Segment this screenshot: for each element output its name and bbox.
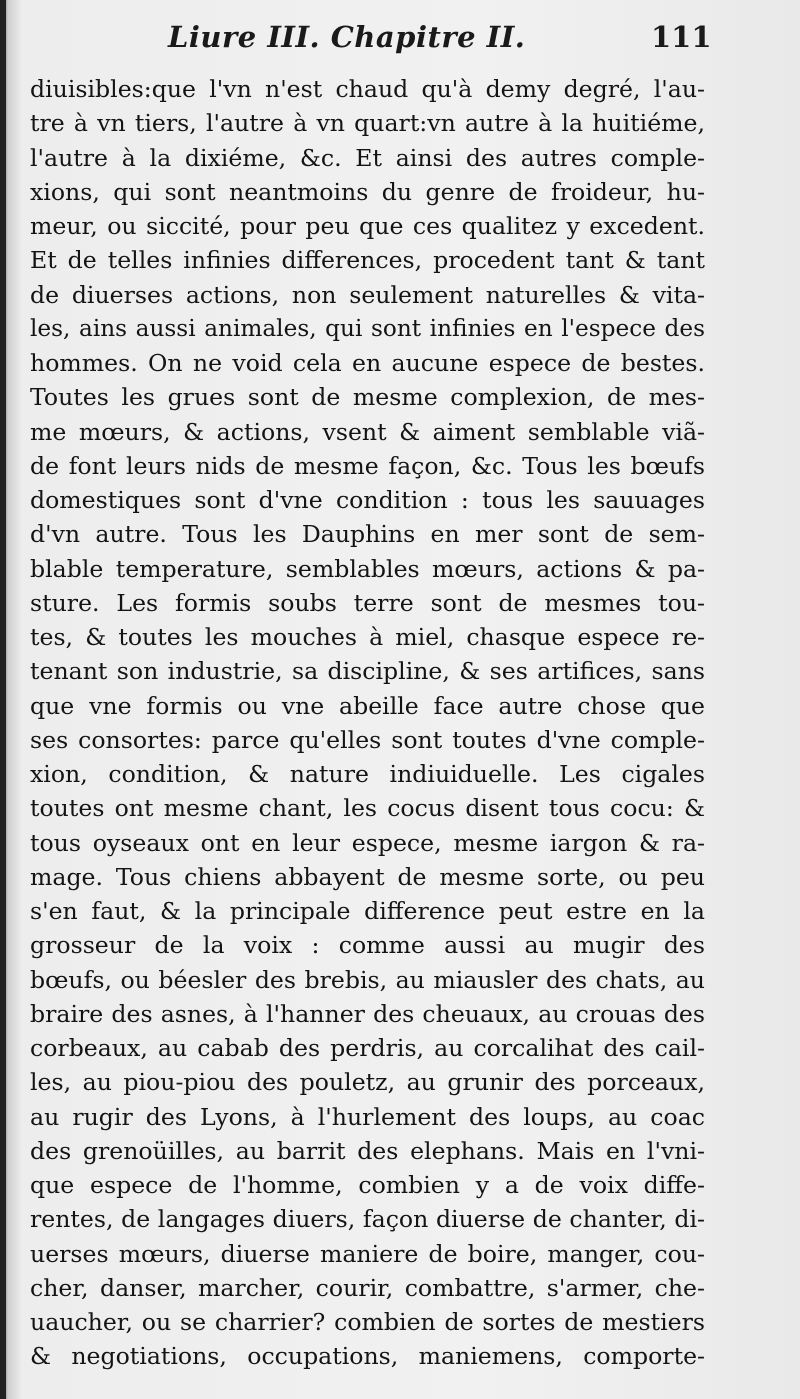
text-line: diuisibles:que l'vn n'est chaud qu'à demy degré, l'au- — [30, 75, 705, 103]
text-line: que espece de l'homme, combien y a de voix diffe- — [30, 1171, 705, 1199]
text-line: que vne formis ou vne abeille face autre chose que — [30, 691, 705, 720]
text-line: ses consortes: parce qu'elles sont toutes d'vne comple- — [30, 725, 705, 754]
text-line: me mœurs, & actions, vsent & aiment semblable viã- — [30, 417, 705, 446]
text-line: Et de telles infinies differences, procedent tant & tant — [30, 246, 705, 275]
text-line: xion, condition, & nature indiuiduelle. Les cigales — [30, 760, 705, 788]
running-head-title: Liure III. Chapitre II. — [168, 20, 526, 54]
text-line: de font leurs nids de mesme façon, &c. Tous les bœufs — [30, 451, 705, 480]
text-line: de diuerses actions, non seulement naturelles & vita- — [30, 280, 705, 309]
text-line: les, au piou-piou des pouletz, au grunir des porceaux, — [30, 1068, 705, 1097]
text-line: tes, & toutes les mouches à miel, chasque espece re- — [30, 623, 705, 651]
text-line: braire des asnes, à l'hanner des cheuaux, au crouas des — [30, 999, 705, 1028]
text-line: meur, ou siccité, pour peu que ces qualitez y excedent. — [30, 212, 705, 240]
text-line: & negotiations, occupations, maniemens, comporte- — [30, 1342, 705, 1371]
text-line: bœufs, ou béesler des brebis, au miausler des chats, au — [30, 965, 705, 994]
text-line: blable temperature, semblables mœurs, actions & pa- — [30, 554, 705, 583]
text-line: Toutes les grues sont de mesme complexion, de mes- — [30, 383, 705, 412]
text-line: s'en faut, & la principale difference peut estre en la — [30, 897, 705, 925]
text-line: tenant son industrie, sa discipline, & ses artifices, sans — [30, 657, 705, 686]
text-line: xions, qui sont neantmoins du genre de froideur, hu- — [30, 177, 705, 206]
text-line: tous oyseaux ont en leur espece, mesme iargon & ra- — [30, 828, 705, 857]
page-number: 111 — [651, 20, 712, 54]
running-head — [0, 16, 800, 66]
text-line: sture. Les formis soubs terre sont de mesmes tou- — [30, 588, 705, 617]
text-line: au rugir des Lyons, à l'hurlement des loups, au coac — [30, 1102, 705, 1131]
text-line: cher, danser, marcher, courir, combattre, s'armer, che- — [30, 1273, 705, 1302]
text-line: uerses mœurs, diuerse maniere de boire, manger, cou- — [30, 1239, 705, 1268]
text-line: domestiques sont d'vne condition : tous les sauuages — [30, 486, 705, 514]
text-line: grosseur de la voix : comme aussi au mugir des — [30, 931, 705, 960]
text-line: mage. Tous chiens abbayent de mesme sorte, ou peu — [30, 862, 705, 891]
text-line: l'autre à la dixiéme, &c. Et ainsi des autres comple- — [30, 143, 705, 172]
text-line: uaucher, ou se charrier? combien de sortes de mestiers — [30, 1308, 705, 1336]
page-gutter-shadow — [0, 0, 6, 1399]
text-line: rentes, de langages diuers, façon diuerse de chanter, di- — [30, 1205, 705, 1234]
body-text — [30, 72, 705, 1374]
text-line: d'vn autre. Tous les Dauphins en mer sont de sem- — [30, 520, 705, 549]
text-line: les, ains aussi animales, qui sont infinies en l'espece des — [30, 314, 705, 342]
text-line: toutes ont mesme chant, les cocus disent tous cocu: & — [30, 794, 705, 823]
text-line: tre à vn tiers, l'autre à vn quart:vn autre à la huitiéme, — [30, 109, 705, 138]
text-line: hommes. On ne void cela en aucune espece de bestes. — [30, 349, 705, 377]
text-line: des grenoüilles, au barrit des elephans. Mais en l'vni- — [30, 1136, 705, 1165]
text-line: corbeaux, au cabab des perdris, au corcalihat des cail- — [30, 1034, 705, 1062]
